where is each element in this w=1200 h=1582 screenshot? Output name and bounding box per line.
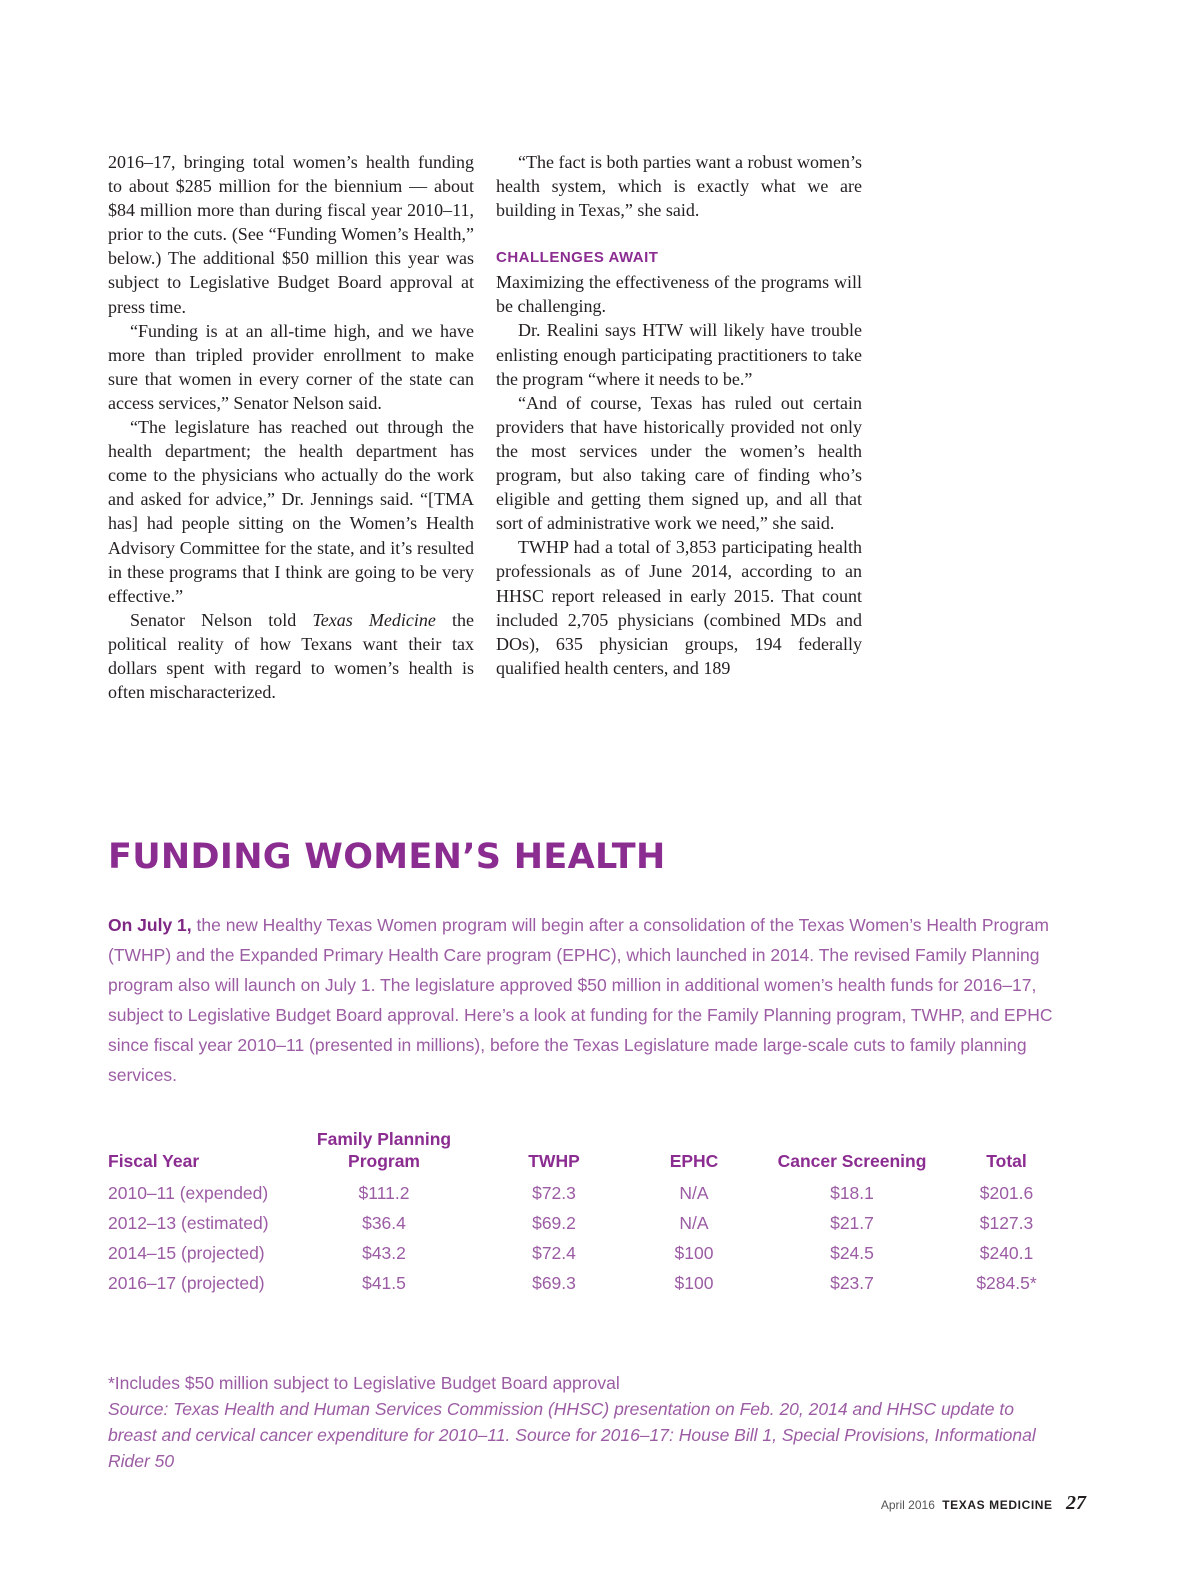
- sidebar-title: FUNDING WOMEN’S HEALTH: [108, 837, 666, 877]
- table-cell: $284.5*: [976, 1272, 1037, 1293]
- table-cell: $111.2: [358, 1182, 410, 1203]
- table-cell: $201.6: [979, 1182, 1034, 1203]
- article-paragraph: “The fact is both parties want a robust women’s health system, which is exactly what we are building in Texas,” she said.: [496, 152, 862, 221]
- article-paragraph: Maximizing the effectiveness of the programs will be challenging.: [496, 272, 862, 317]
- article-text: Senator Nelson told: [130, 609, 313, 630]
- table-header-row: [108, 1128, 1073, 1178]
- sidebar-intro-text: the new Healthy Texas Women program will begin after a consolidation of the Texas Women’s Health Program (TWHP) and the Expanded Primary Health Care program (EPHC), which launched in 2014. The revised Family Planning program also will launch on July 1. The legislature approved $50 million in additional women’s health funds for 2016–17, subject to Legislative Budget Board approval. Here’s a look at funding for the Family Planning program, TWHP, and EPHC since fiscal year 2010–11 (presented in millions), before the Texas Legislature made large-scale cuts to family planning services.: [108, 915, 1053, 1086]
- table-cell: $240.1: [979, 1242, 1034, 1263]
- table-row: [108, 1238, 1073, 1268]
- table-cell: 2016–17 (projected): [108, 1272, 265, 1293]
- table-cell: $36.4: [362, 1212, 406, 1233]
- column-header: Family Planning Program: [316, 1129, 452, 1171]
- table-cell: $23.7: [830, 1272, 874, 1293]
- table-row: [108, 1208, 1073, 1238]
- article-paragraph: [108, 608, 474, 704]
- table-cell: $100: [674, 1272, 714, 1293]
- article-paragraph: “Funding is at an all-time high, and we have more than tripled provider enrollment to make sure that women in every corner of the state can access services,” Senator Nelson said.: [108, 320, 474, 413]
- table-cell: $100: [674, 1242, 714, 1263]
- table-cell: 2012–13 (estimated): [108, 1212, 269, 1233]
- source-note: Source: Texas Health and Human Services Commission (HHSC) presentation on Feb. 20, 2014 and HHSC update to breast and cervical cancer expenditure for 2010–11. Source for 2016–17: House Bill 1, Special Provisions, Informational Rider 50: [108, 1399, 1036, 1471]
- article-column-left: [108, 150, 474, 704]
- section-subhead: CHALLENGES AWAIT: [496, 249, 659, 267]
- table-cell: $24.5: [830, 1242, 874, 1263]
- issue-date: April 2016: [880, 1498, 935, 1512]
- table-cell: $69.2: [532, 1212, 576, 1233]
- table-cell: 2014–15 (projected): [108, 1242, 265, 1263]
- sidebar-intro: [108, 910, 1073, 1091]
- column-header: Cancer Screening: [777, 1151, 927, 1171]
- table-cell: 2010–11 (expended): [108, 1182, 269, 1203]
- magazine-name: TEXAS MEDICINE: [942, 1498, 1053, 1512]
- column-header: EPHC: [669, 1151, 719, 1171]
- column-header: TWHP: [528, 1151, 580, 1171]
- publication-name: Texas Medicine: [312, 609, 436, 630]
- article-text: the political reality of how Texans want their tax dollars spent with regard to women’s health is often mischaracterized.: [108, 609, 474, 703]
- page-number: 27: [1066, 1492, 1086, 1514]
- table-row: [108, 1178, 1073, 1208]
- table-footnote: *Includes $50 million subject to Legislative Budget Board approval: [108, 1373, 620, 1393]
- table-cell: N/A: [679, 1212, 709, 1233]
- article-paragraph: “The legislature has reached out through the health department; the health department has come to the physicians who actually do the work and asked for advice,” Dr. Jennings said. “[TMA has] had people sitting on the Women’s Health Advisory Committee for the state, and it’s resulted in these programs that I think are going to be very effective.”: [108, 417, 474, 606]
- funding-table: [108, 1128, 1073, 1298]
- article-column-right: [496, 150, 862, 680]
- sidebar-intro-lead: On July 1,: [108, 915, 192, 935]
- column-header: Fiscal Year: [108, 1151, 200, 1171]
- article-paragraph: “And of course, Texas has ruled out certain providers that have historically provided not only the most services under the women’s health program, but also taking care of finding who’s eligible and getting them signed up, and all that sort of administrative work we need,” she said.: [496, 392, 862, 534]
- page-folio: [881, 1492, 1086, 1515]
- article-paragraph: Dr. Realini says HTW will likely have trouble enlisting enough participating practitioners to take the program “where it needs to be.”: [496, 320, 862, 389]
- column-header: Total: [986, 1151, 1027, 1171]
- article-paragraph: TWHP had a total of 3,853 participating health professionals as of June 2014, according to an HHSC report released in early 2015. That count included 2,705 physicians (combined MDs and DOs), 635 physician groups, 194 federally qualified health centers, and 189: [496, 537, 862, 678]
- table-cell: N/A: [679, 1182, 709, 1203]
- table-cell: $127.3: [979, 1212, 1034, 1233]
- table-cell: $18.1: [830, 1182, 874, 1203]
- table-cell: $41.5: [362, 1272, 406, 1293]
- table-cell: $72.4: [532, 1242, 576, 1263]
- table-cell: $43.2: [362, 1242, 406, 1263]
- table-cell: $72.3: [532, 1182, 576, 1203]
- table-row: [108, 1268, 1073, 1298]
- table-cell: $69.3: [532, 1272, 576, 1293]
- article-paragraph: 2016–17, bringing total women’s health funding to about $285 million for the biennium — about $84 million more than during fiscal year 2010–11, prior to the cuts. (See “Funding Women’s Health,” below.) The additional $50 million this year was subject to Legislative Budget Board approval at press time.: [108, 152, 474, 317]
- table-cell: $21.7: [830, 1212, 874, 1233]
